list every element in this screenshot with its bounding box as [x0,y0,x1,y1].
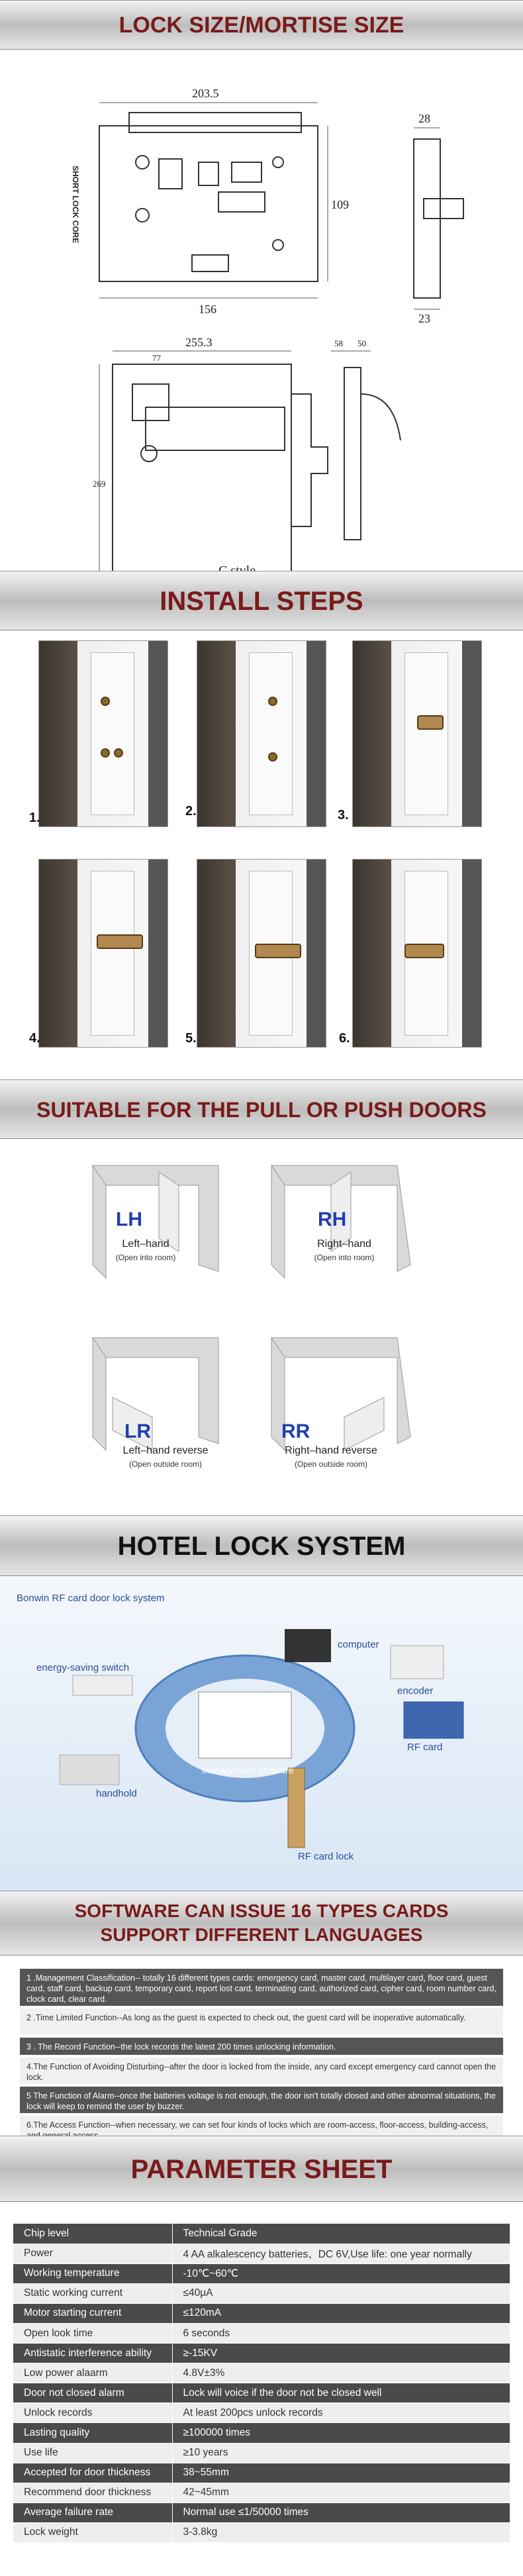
parameter-value: 6 seconds [172,2323,510,2343]
feature-item: 4.The Function of Avoiding Disturbing--after the door is locked from the inside, any card except emergency card cannot open the lock. [20,2057,503,2084]
step-number-3: 3. [338,808,349,822]
parameter-table [13,2224,510,2543]
parameter-value: ≥10 years [172,2443,510,2463]
parameter-value: 42~45mm [172,2483,510,2502]
door-name-lr: Left–hand reverse [122,1445,209,1456]
parameter-name: Lasting quality [13,2423,172,2443]
dim-23: 23 [418,312,430,325]
door-name-rr: Right–hand reverse [285,1445,377,1456]
parameter-row [13,2224,510,2244]
parameter-name: Recommend door thickness [13,2483,172,2502]
step-photo-6 [352,859,482,1048]
software-line2: SUPPORT DIFFERENT LANGUAGES [100,1924,423,1945]
parameter-name: Use life [13,2443,172,2463]
parameter-value: Technical Grade [172,2224,510,2244]
parameter-name: Accepted for door thickness [13,2463,172,2483]
parameter-name: Low power alaarm [13,2363,172,2383]
dim-156: 156 [199,303,216,316]
step-photo-4 [38,859,168,1048]
parameter-row [13,2303,510,2323]
parameter-row [13,2522,510,2542]
system-diagram [0,1576,523,1891]
parameter-row [13,2383,510,2403]
door-code-rr: RR [281,1420,310,1442]
parameter-row [13,2443,510,2463]
parameter-row [13,2403,510,2423]
parameter-name: Working temperature [13,2263,172,2283]
parameter-name: Lock weight [13,2522,172,2542]
parameter-row [13,2344,510,2363]
parameter-name: Motor starting current [13,2303,172,2323]
install-grid [0,630,523,1061]
parameter-value: -10℃~60℃ [172,2263,510,2283]
lock-size-banner [0,0,523,50]
step-photo-3 [352,640,482,827]
parameter-value: 38~55mm [172,2463,510,2483]
door-code-lh: LH [116,1209,142,1230]
parameter-value: ≤120mA [172,2303,510,2323]
parameter-row [13,2283,510,2303]
parameter-value: 3-3.8kg [172,2522,510,2542]
parameter-row [13,2263,510,2283]
door-note-lr: (Open outside room) [128,1460,203,1469]
dim-58: 58 [334,338,343,348]
parameter-row [13,2363,510,2383]
step-number-5: 5. [185,1031,197,1046]
feature-item: 5 The Function of Alarm--once the batteries voltage is not enough, the door isn't totally closed and other abnormal situations, the lock will keep to remind the user by buzzer. [20,2087,503,2113]
mortise-drawing [0,50,523,579]
parameter-row [13,2483,510,2502]
parameter-title: PARAMETER SHEET [130,2155,393,2184]
system-svg [0,1576,523,1891]
door-note-lh: (Open into room) [115,1253,176,1262]
dim-2035: 203.5 [192,87,219,100]
parameter-value: 4 AA alkalescency batteries、DC 6V,Use life: one year normally [172,2244,510,2263]
pull-push-banner [0,1079,523,1139]
dim-109: 109 [331,198,349,211]
door-diagrams [0,1139,523,1483]
parameter-value: Normal use ≤1/50000 times [172,2502,510,2522]
door-note-rr: (Open outside room) [294,1460,368,1469]
step-number-2: 2. [185,804,197,818]
parameter-name: Open look time [13,2323,172,2343]
label-computer: computer [338,1639,379,1650]
door-code-rh: RH [318,1209,347,1230]
parameter-name: Unlock records [13,2403,172,2423]
label-handheld: handhold [96,1788,137,1799]
dim-50: 50 [357,338,366,348]
lock-size-title: LOCK SIZE/MORTISE SIZE [119,13,404,38]
install-banner [0,571,523,630]
step-number-1: 1. [29,811,40,825]
parameter-row [13,2463,510,2483]
parameter-value: ≥-15KV [172,2344,510,2363]
step-photo-5 [197,859,326,1048]
parameter-name: Door not closed alarm [13,2383,172,2403]
parameter-name: Antistatic interference ability [13,2344,172,2363]
parameter-name: Average failure rate [13,2502,172,2522]
parameter-value: ≤40μA [172,2283,510,2303]
parameter-row [13,2423,510,2443]
parameter-value: ≥100000 times [172,2423,510,2443]
door-note-rh: (Open into room) [314,1253,375,1262]
parameter-row [13,2323,510,2343]
step-number-4: 4. [29,1031,40,1046]
parameter-row [13,2502,510,2522]
short-lock-core-label: SHORT LOCK CORE [71,166,80,244]
dim-269: 269 [93,479,106,489]
parameter-name: Chip level [13,2224,172,2244]
feature-item: 3 . The Record Function--the lock records the latest 200 times unlocking information. [20,2038,503,2055]
parameter-name: Power [13,2244,172,2263]
install-title: INSTALL STEPS [160,587,363,616]
parameter-value: At least 200pcs unlock records [172,2403,510,2423]
parameter-banner [0,2136,523,2202]
parameter-name: Static working current [13,2283,172,2303]
door-diagrams-svg [0,1139,523,1483]
parameter-value: Lock will voice if the door not be closed well [172,2383,510,2403]
parameter-row [13,2244,510,2263]
feature-item: 1 .Management Classification-- totally 16 different types cards: emergency card, master card, multilayer card, floor card, guest card, staff card, backup card, temporary card, report lost card, terminating card, authorized card, cipher card, room number card, clock card, clear card. [20,1969,503,2006]
feature-item: 2 .Time Limited Function--As long as the guest is expected to check out, the guest card will be inoperative automatically. [20,2008,503,2035]
software-line1: SOFTWARE CAN ISSUE 16 TYPES CARDS [74,1901,449,1921]
label-encoder: encoder [397,1685,434,1697]
door-name-lh: Left–hand [122,1238,169,1250]
feature-item: 6.The Access Function--when necessary, we can set four kinds of locks which are room-access, floor-access, building-access, [20,2116,503,2142]
step-number-6: 6. [339,1031,350,1046]
mortise-drawing-svg [0,50,523,579]
door-name-rh: Right–hand [317,1238,371,1250]
step-photo-1 [38,640,168,827]
software-banner [0,1891,523,1956]
system-title: Bonwin RF card door lock system [17,1593,165,1604]
dim-28: 28 [418,112,430,125]
label-energy: energy-saving switch [36,1662,130,1673]
label-rflock: RF card lock [298,1851,354,1862]
label-mgmt: Management software [202,1765,294,1775]
parameter-value: 4.8V±3% [172,2363,510,2383]
step-photo-2 [197,640,326,827]
label-rfcard: RF card [407,1742,443,1753]
dim-2553: 255.3 [185,336,213,349]
hotel-banner [0,1515,523,1576]
hotel-title: HOTEL LOCK SYSTEM [117,1532,406,1561]
door-code-lr: LR [124,1420,151,1442]
dim-77: 77 [152,353,161,363]
pull-push-title: SUITABLE FOR THE PULL OR PUSH DOORS [36,1098,487,1122]
